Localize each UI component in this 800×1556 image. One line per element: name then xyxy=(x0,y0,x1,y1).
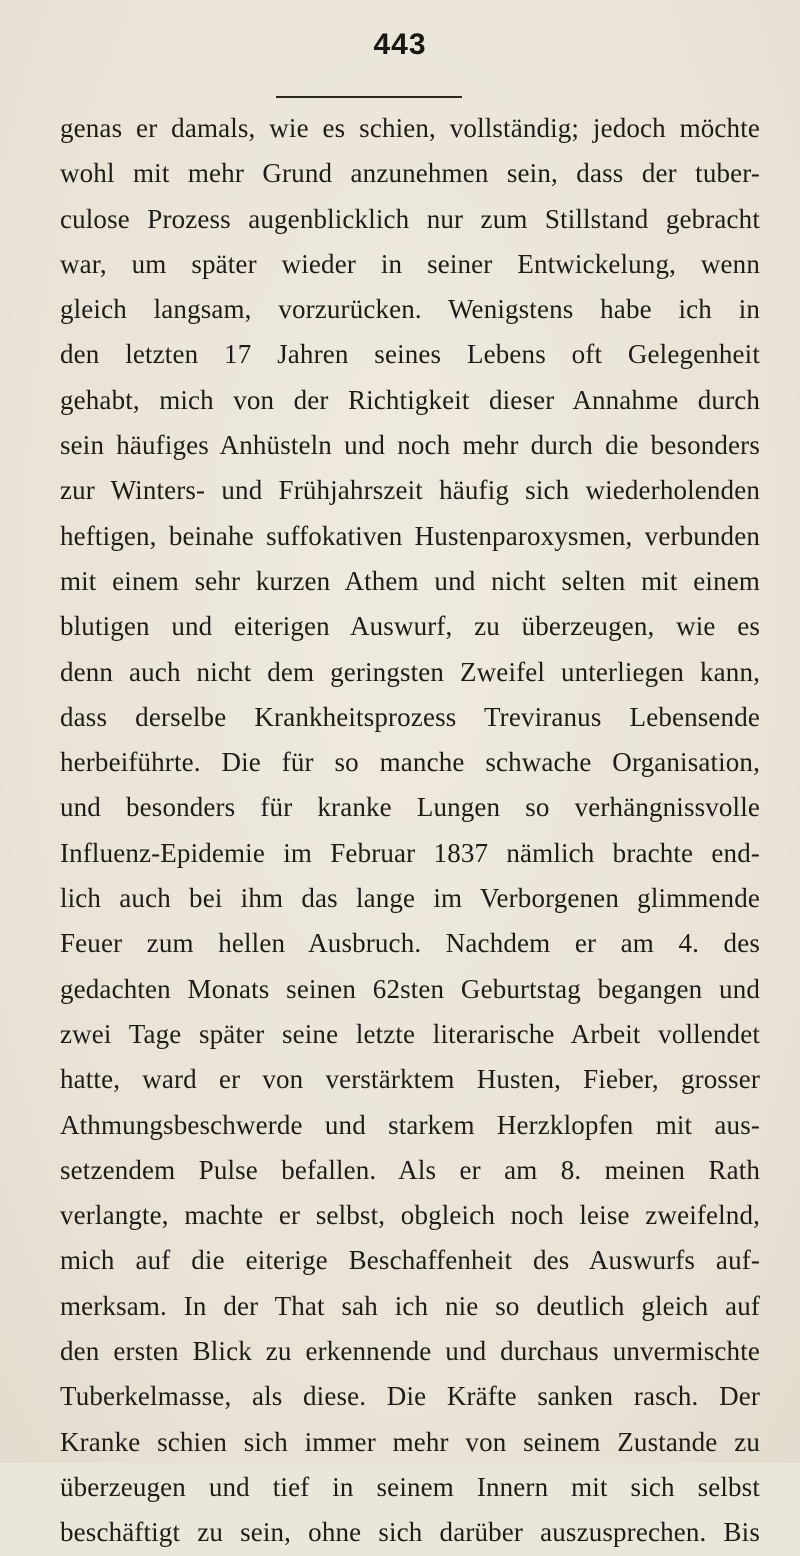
body-text xyxy=(60,106,760,1556)
text-line: wohl mit mehr Grund anzunehmen sein, dass der tuber- xyxy=(60,158,760,189)
text-line: blutigen und eiterigen Auswurf, zu überzeugen, wie es xyxy=(60,611,760,642)
text-line: den letzten 17 Jahren seines Lebens oft Gelegenheit xyxy=(60,339,760,370)
text-line: mit einem sehr kurzen Athem und nicht selten mit einem xyxy=(60,565,760,596)
text-line: lich auch bei ihm das lange im Verborgenen glimmende xyxy=(60,883,760,914)
text-line: setzendem Pulse befallen. Als er am 8. meinen Rath xyxy=(60,1154,760,1185)
text-line: beschäftigt zu sein, ohne sich darüber auszusprechen. Bis xyxy=(60,1517,760,1548)
text-line: genas er damals, wie es schien, vollständig; jedoch möchte xyxy=(60,113,760,143)
text-line: Tuberkelmasse, als diese. Die Kräfte sanken rasch. Der xyxy=(60,1381,760,1412)
text-line: denn auch nicht dem geringsten Zweifel unterliegen kann, xyxy=(60,656,760,687)
text-line: mich auf die eiterige Beschaffenheit des Auswurfs auf- xyxy=(60,1245,760,1276)
text-line: gedachten Monats seinen 62sten Geburtstag begangen und xyxy=(60,973,760,1004)
text-line: dass derselbe Krankheitsprozess Treviranus Lebensende xyxy=(60,701,760,732)
text-line: zwei Tage später seine letzte literarische Arbeit vollendet xyxy=(60,1018,760,1049)
text-line: verlangte, machte er selbst, obgleich noch leise zweifelnd, xyxy=(60,1200,760,1231)
header-rule xyxy=(276,96,462,98)
text-line: zur Winters- und Frühjahrszeit häufig sich wiederholenden xyxy=(60,475,760,506)
text-line: merksam. In der That sah ich nie so deutlich gleich auf xyxy=(60,1290,760,1321)
text-line: Feuer zum hellen Ausbruch. Nachdem er am 4. des xyxy=(60,928,760,959)
text-line: Athmungsbeschwerde und starkem Herzklopfen mit aus- xyxy=(60,1109,760,1140)
text-line: war, um später wieder in seiner Entwickelung, wenn xyxy=(60,248,760,279)
text-line: heftigen, beinahe suffokativen Hustenparoxysmen, verbunden xyxy=(60,520,760,551)
text-line: hatte, ward er von verstärktem Husten, Fieber, grosser xyxy=(60,1064,760,1095)
page-number: 443 xyxy=(373,28,427,61)
text-line: sein häufiges Anhüsteln und noch mehr durch die besonders xyxy=(60,430,760,461)
text-line: culose Prozess augenblicklich nur zum Stillstand gebracht xyxy=(60,203,760,234)
text-line: gehabt, mich von der Richtigkeit dieser Annahme durch xyxy=(60,384,760,415)
text-line: Kranke schien sich immer mehr von seinem Zustande zu xyxy=(60,1426,760,1457)
text-line: gleich langsam, vorzurücken. Wenigstens habe ich in xyxy=(60,294,760,325)
text-line: überzeugen und tief in seinem Innern mit sich selbst xyxy=(60,1471,760,1502)
text-line: den ersten Blick zu erkennende und durchaus unvermischte xyxy=(60,1336,760,1367)
text-line: herbeiführte. Die für so manche schwache Organisation, xyxy=(60,747,760,778)
text-line: und besonders für kranke Lungen so verhängnissvolle xyxy=(60,792,760,823)
text-line: Influenz-Epidemie im Februar 1837 nämlich brachte end- xyxy=(60,837,760,868)
